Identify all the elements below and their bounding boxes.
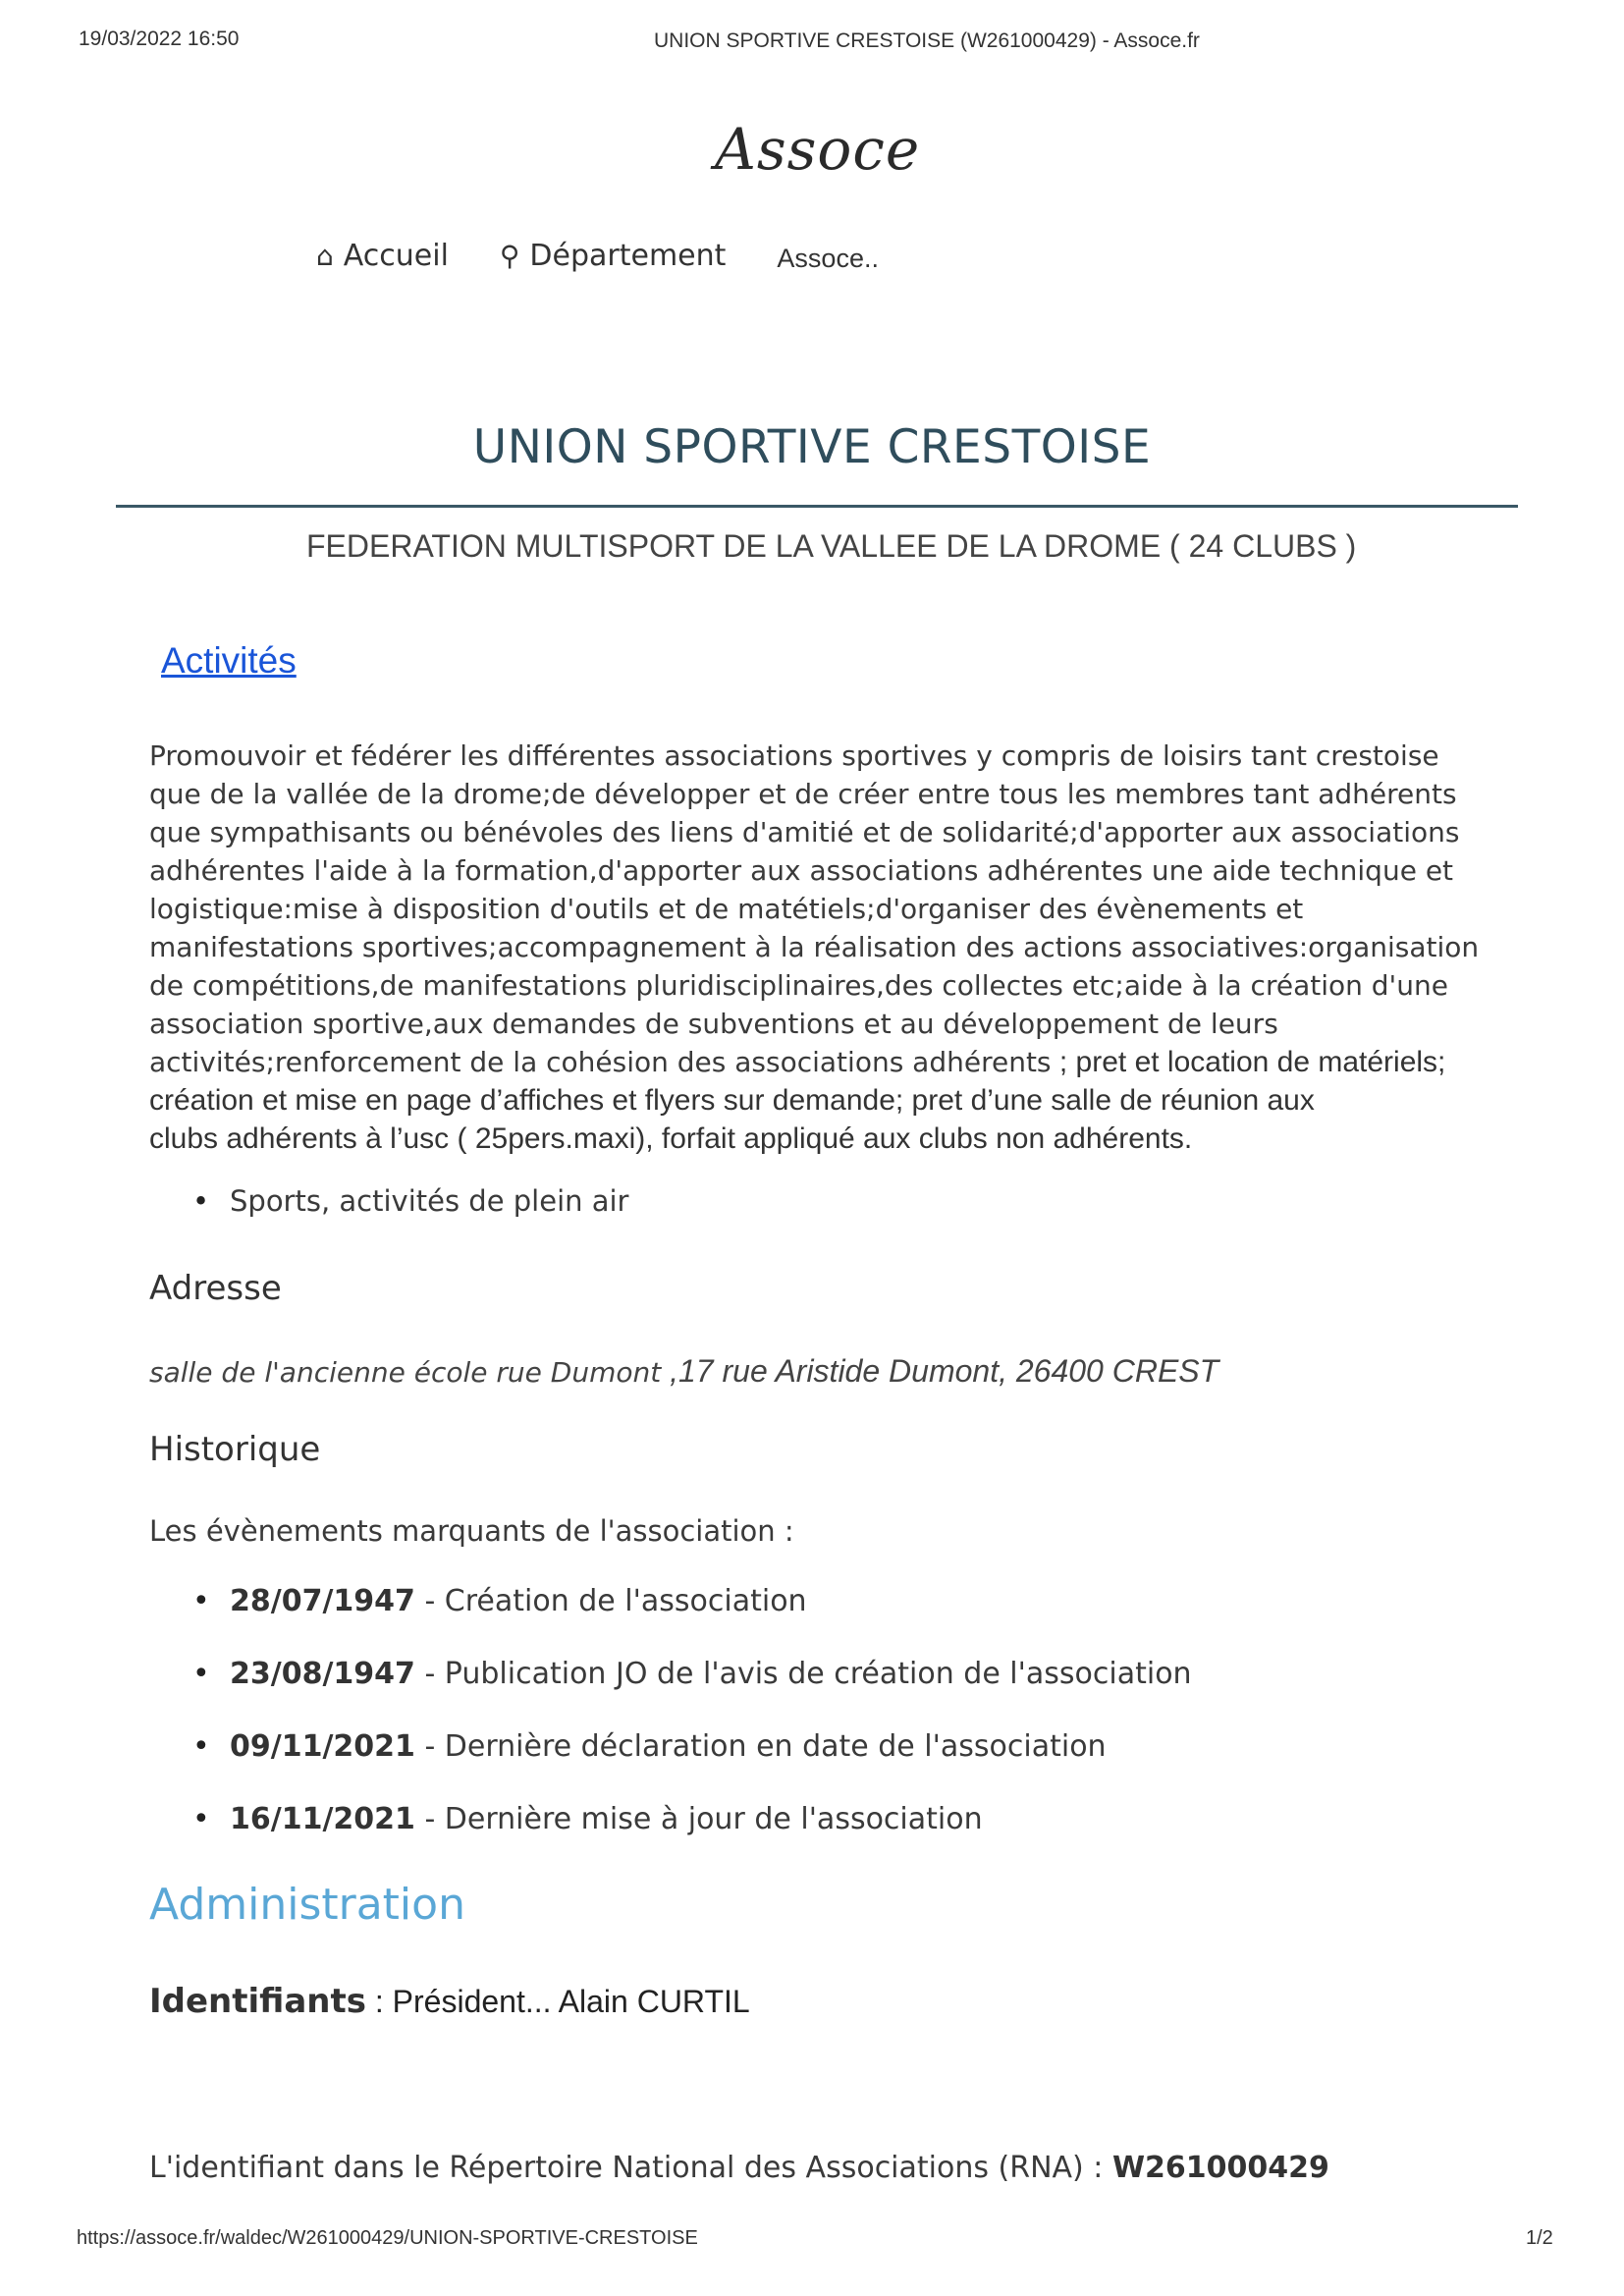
identifiants-value: : Président... Alain CURTIL	[366, 1984, 750, 2019]
activites-line: adhérentes l'aide à la formation,d'apporter aux associations adhérentes une aide technique et	[149, 854, 1454, 887]
rna-label: L'identifiant dans le Répertoire National des Associations (RNA) :	[149, 2151, 1112, 2185]
event-text: - Création de l'association	[414, 1584, 807, 1618]
activites-line-end: ; pret et location de matériels;	[1051, 1046, 1446, 1078]
activites-line: manifestations sportives;accompagnement à la réalisation des actions associatives:organisation	[149, 931, 1480, 963]
category-list	[192, 1184, 628, 1218]
home-icon: ⌂	[316, 240, 334, 272]
nav-accueil[interactable]	[316, 239, 449, 273]
event-item	[192, 1583, 1192, 1620]
activites-line: association sportive,aux demandes de subventions et au développement de leurs	[149, 1008, 1278, 1040]
events-list	[192, 1583, 1192, 1874]
nav-assoce[interactable]: Assoce..	[777, 244, 879, 273]
event-date: 16/11/2021	[230, 1802, 415, 1836]
administration-heading: Administration	[149, 1880, 465, 1930]
activites-line: clubs adhérents à l’usc ( 25pers.maxi), forfait appliqué aux clubs non adhérents.	[149, 1122, 1193, 1155]
event-date: 09/11/2021	[230, 1729, 415, 1764]
address-place: salle de l'ancienne école rue Dumont	[149, 1356, 662, 1389]
activites-line: que de la vallée de la drome;de développer et de créer entre tous les membres tant adhérents	[149, 778, 1457, 810]
print-page-number: 1/2	[1526, 2227, 1553, 2249]
event-item	[192, 1656, 1192, 1693]
historique-heading: Historique	[149, 1430, 321, 1469]
location-pin-icon: ⚲	[499, 240, 520, 272]
activites-link[interactable]: Activités	[161, 640, 297, 681]
association-subtitle: FEDERATION MULTISPORT DE LA VALLEE DE LA DROME ( 24 CLUBS )	[306, 528, 1357, 564]
event-item	[192, 1801, 1192, 1838]
address-text	[149, 1353, 1218, 1390]
historique-intro: Les évènements marquants de l'association :	[149, 1514, 794, 1548]
page-title: UNION SPORTIVE CRESTOISE	[472, 420, 1152, 474]
print-datetime: 19/03/2022 16:50	[79, 27, 240, 50]
event-text: - Dernière mise à jour de l'association	[414, 1802, 983, 1836]
print-page-title: UNION SPORTIVE CRESTOISE (W261000429) - Assoce.fr	[654, 29, 1200, 52]
activites-line-start: activités;renforcement de la cohésion des associations adhérents	[149, 1046, 1052, 1078]
event-date: 23/08/1947	[230, 1657, 415, 1691]
adresse-heading: Adresse	[149, 1269, 282, 1308]
nav-departement[interactable]	[500, 239, 727, 273]
main-nav	[316, 238, 879, 274]
event-text: - Dernière déclaration en date de l'association	[414, 1729, 1107, 1764]
event-text: - Publication JO de l'avis de création de l'association	[414, 1657, 1192, 1691]
event-item	[192, 1728, 1192, 1766]
address-street: ,17 rue Aristide Dumont, 26400 CREST	[661, 1353, 1219, 1389]
activites-line	[149, 1043, 1534, 1081]
activites-line: que sympathisants ou bénévoles des liens d'amitié et de solidarité;d'apporter aux associations	[149, 816, 1460, 848]
site-logo[interactable]: Assoce	[715, 116, 921, 183]
nav-accueil-label: Accueil	[343, 239, 449, 273]
nav-departement-label: Département	[529, 239, 727, 273]
identifiants-label: Identifiants	[149, 1982, 366, 2021]
rna-row	[149, 2151, 1329, 2185]
activites-line: Promouvoir et fédérer les différentes associations sportives y compris de loisirs tant crestoise	[149, 739, 1439, 772]
title-divider	[116, 505, 1518, 508]
activites-line: création et mise en page d’affiches et flyers sur demande; pret d’une salle de réunion aux	[149, 1084, 1315, 1117]
rna-value: W261000429	[1111, 2151, 1329, 2185]
activites-line: de compétitions,de manifestations pluridisciplinaires,des collectes etc;aide à la création d'une	[149, 969, 1448, 1002]
activites-description	[149, 737, 1534, 1158]
category-item: • Sports, activités de plein air	[192, 1184, 628, 1218]
activites-line: logistique:mise à disposition d'outils et de matétiels;d'organiser des évènements et	[149, 893, 1304, 925]
identifiants-row	[149, 1982, 750, 2021]
print-footer-url: https://assoce.fr/waldec/W261000429/UNION-SPORTIVE-CRESTOISE	[77, 2227, 698, 2249]
event-date: 28/07/1947	[230, 1584, 415, 1618]
